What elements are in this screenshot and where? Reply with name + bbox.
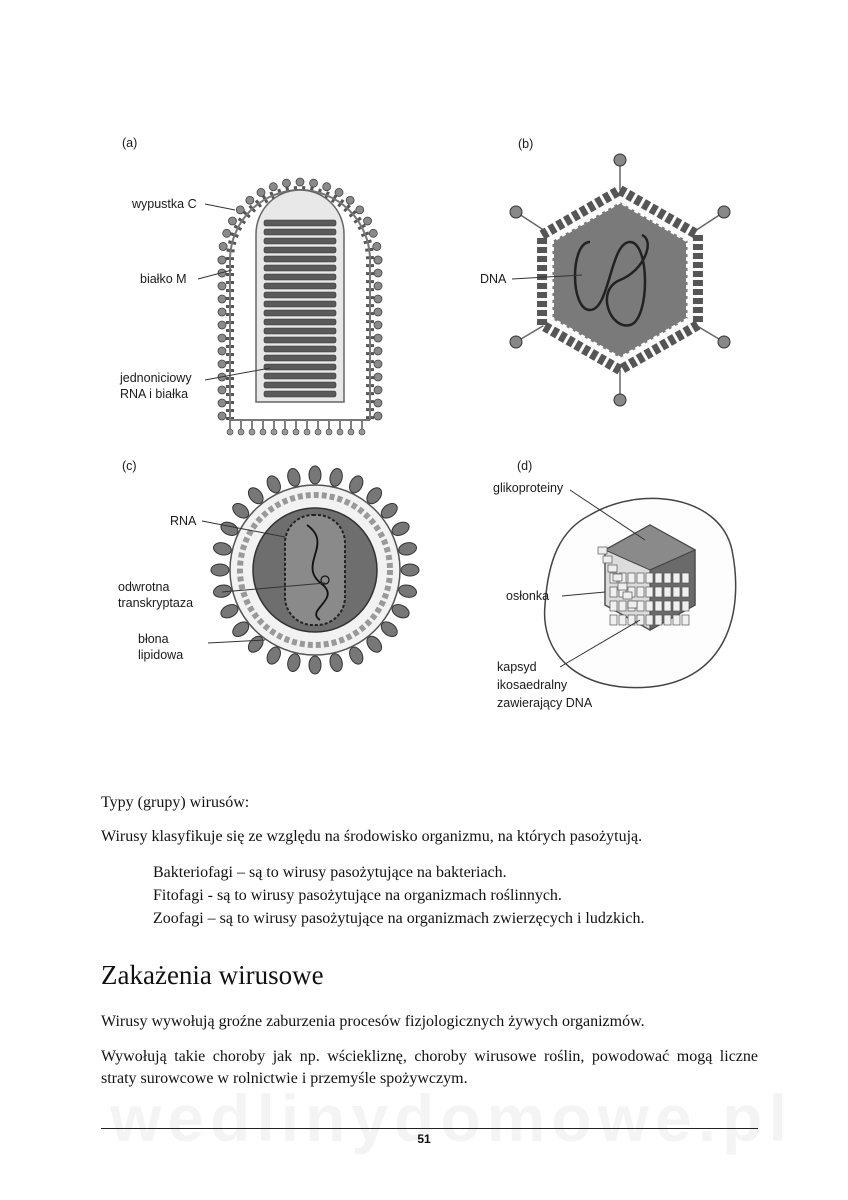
nucleocapsid-coil xyxy=(264,238,336,244)
icosahedral-virus-diagram xyxy=(470,130,750,420)
nucleocapsid-coil xyxy=(264,256,336,262)
fiber-knob xyxy=(718,336,730,348)
capsomer xyxy=(619,615,626,625)
glycoprotein-knob xyxy=(219,242,227,250)
glycoprotein-knob xyxy=(374,386,382,394)
capsomer xyxy=(613,574,622,581)
panel-a-tag: (a) xyxy=(122,136,138,150)
capsomer xyxy=(610,587,617,597)
glycoprotein-knob xyxy=(218,360,226,368)
envelope-glycoprotein xyxy=(212,541,232,557)
nucleocapsid-coil xyxy=(264,301,336,307)
nucleocapsid-coil xyxy=(264,310,336,316)
nucleocapsid-coil xyxy=(264,319,336,325)
envelope-glycoprotein xyxy=(286,467,302,487)
glycoprotein-knob xyxy=(218,321,226,329)
nucleocapsid-coil xyxy=(264,274,336,280)
figure-panel-a xyxy=(110,130,390,440)
base-knob xyxy=(304,429,310,435)
glycoprotein-knob xyxy=(374,347,382,355)
glycoprotein-knob xyxy=(373,242,381,250)
paragraph-2-line-2: straty surowcowe w rolnictwie i przemyśle spożywczym. xyxy=(101,1070,468,1087)
nucleocapsid-coil xyxy=(264,355,336,361)
glycoprotein-knob xyxy=(369,229,377,237)
glycoprotein-knob xyxy=(246,196,254,204)
capsomer xyxy=(628,601,637,608)
glycoprotein-knob xyxy=(218,256,226,264)
label-zawierajacy-dna: zawierający DNA xyxy=(497,696,593,710)
glycoprotein-knob xyxy=(218,308,226,316)
envelope-glycoprotein xyxy=(398,541,418,557)
capsomer xyxy=(646,587,653,597)
capsomer xyxy=(655,615,662,625)
capsomer xyxy=(664,601,671,611)
label-jednoniciowy: jednoniciowy xyxy=(120,371,192,385)
envelope-glycoprotein xyxy=(309,656,321,674)
envelope-glycoprotein xyxy=(401,564,419,576)
capsomer xyxy=(673,587,680,597)
nucleocapsid-coil xyxy=(264,265,336,271)
capsomer xyxy=(664,587,671,597)
capsomer xyxy=(664,615,671,625)
glycoprotein-knob xyxy=(218,334,226,342)
glycoprotein-knob xyxy=(296,178,304,186)
types-heading: Typy (grupy) wirusów: xyxy=(101,794,250,811)
capsomer xyxy=(619,601,626,611)
panel-b-tag: (b) xyxy=(518,137,534,151)
glycoprotein-knob xyxy=(218,282,226,290)
fiber-knob xyxy=(614,154,626,166)
label-rna-i-bialka: RNA i białka xyxy=(120,387,189,401)
base-knob xyxy=(337,429,343,435)
capsomer xyxy=(603,556,612,563)
glycoprotein-knob xyxy=(257,188,265,196)
glycoprotein-knob xyxy=(374,360,382,368)
glycoprotein-knob xyxy=(335,188,343,196)
glycoprotein-knob xyxy=(223,229,231,237)
envelope-glycoprotein xyxy=(211,564,229,576)
glycoprotein-knob xyxy=(374,308,382,316)
glycoprotein-knob xyxy=(374,321,382,329)
list-item: Zoofagi – są to wirusy pasożytujące na organizmach zwierzęcych i ludzkich. xyxy=(153,910,645,927)
capsomer xyxy=(673,573,680,583)
nucleocapsid-coil xyxy=(264,220,336,226)
envelope-glycoprotein xyxy=(309,466,321,484)
fiber-knob xyxy=(510,206,522,218)
paragraph-2-line-1: Wywołują takie choroby jak np. wściekliznę, choroby wirusowe roślin, powodować mogą liczne xyxy=(101,1048,758,1065)
capsomer xyxy=(610,601,617,611)
nucleocapsid-coil xyxy=(264,328,336,334)
label-lipidowa: lipidowa xyxy=(138,648,184,662)
capsomer xyxy=(664,573,671,583)
capsomer xyxy=(682,573,689,583)
glycoprotein-knob xyxy=(228,217,236,225)
list-item: Fitofagi - są to wirusy pasożytujące na organizmach roślinnych. xyxy=(153,887,562,904)
glycoprotein-knob xyxy=(374,334,382,342)
nucleocapsid-coil xyxy=(264,229,336,235)
glycoprotein-knob xyxy=(356,206,364,214)
label-oslonka: osłonka xyxy=(506,589,550,603)
nucleocapsid-coil xyxy=(264,382,336,388)
nucleocapsid-coil xyxy=(264,283,336,289)
capsomer xyxy=(673,615,680,625)
capsomer xyxy=(618,583,627,590)
capsomer xyxy=(610,615,617,625)
fiber-knob xyxy=(510,336,522,348)
leader-line xyxy=(205,204,235,210)
capsomer xyxy=(637,573,644,583)
section-title: Zakażenia wirusowe xyxy=(101,960,324,990)
glycoprotein-knob xyxy=(374,295,382,303)
label-odwrotna: odwrotna xyxy=(118,580,170,594)
glycoprotein-knob xyxy=(218,412,226,420)
glycoprotein-knob xyxy=(346,196,354,204)
glycoprotein-knob xyxy=(218,295,226,303)
label-bialko-m: białko M xyxy=(140,272,187,286)
capsid-core xyxy=(285,515,345,625)
envelope-glycoprotein xyxy=(286,653,302,673)
capsomer xyxy=(628,573,635,583)
envelope-glycoprotein xyxy=(328,467,344,487)
fiber-knob xyxy=(614,394,626,406)
capsomer xyxy=(655,601,662,611)
panel-c-tag: (c) xyxy=(122,459,137,473)
nucleocapsid-coil xyxy=(264,337,336,343)
capsomer xyxy=(673,601,680,611)
figure-panel-c xyxy=(110,455,430,685)
capsomer xyxy=(646,615,653,625)
capsomer xyxy=(655,587,662,597)
base-knob xyxy=(249,429,255,435)
glycoprotein-knob xyxy=(374,269,382,277)
capsomer xyxy=(608,565,617,572)
base-knob xyxy=(238,429,244,435)
envelope-glycoprotein xyxy=(398,583,418,599)
glycoprotein-knob xyxy=(218,386,226,394)
figure-panel-d xyxy=(470,455,750,725)
classification-text: Wirusy klasyfikuje się ze względu na środowisko organizmu, na których pasożytują. xyxy=(101,828,643,845)
capsomer xyxy=(682,601,689,611)
nucleocapsid-coil xyxy=(264,364,336,370)
capsomer xyxy=(682,615,689,625)
glycoprotein-knob xyxy=(218,347,226,355)
glycoprotein-knob xyxy=(323,183,331,191)
page-number: 51 xyxy=(417,1132,431,1146)
capsomer xyxy=(623,592,632,599)
base-knob xyxy=(227,429,233,435)
capsomer xyxy=(598,547,607,554)
capsomer xyxy=(646,573,653,583)
label-dna: DNA xyxy=(480,272,507,286)
capsomer xyxy=(637,615,644,625)
glycoprotein-knob xyxy=(374,373,382,381)
glycoprotein-knob xyxy=(310,179,318,187)
label-transkryptaza: transkryptaza xyxy=(118,596,194,610)
label-glikoproteiny: glikoproteiny xyxy=(493,481,564,495)
nucleocapsid-coil xyxy=(264,346,336,352)
glycoprotein-knob xyxy=(374,256,382,264)
base-knob xyxy=(315,429,321,435)
label-rna: RNA xyxy=(170,514,197,528)
glycoprotein-knob xyxy=(218,399,226,407)
list-item: Bakteriofagi – są to wirusy pasożytujące na bakteriach. xyxy=(153,864,507,881)
glycoprotein-knob xyxy=(374,399,382,407)
label-ikosaedralny: ikosaedralny xyxy=(497,678,568,692)
base-knob xyxy=(282,429,288,435)
nucleocapsid-coil xyxy=(264,391,336,397)
capsomer xyxy=(637,601,644,611)
envelope-glycoprotein xyxy=(328,653,344,673)
nucleocapsid-coil xyxy=(264,373,336,379)
panel-d-tag: (d) xyxy=(517,459,533,473)
capsomer xyxy=(682,587,689,597)
glycoprotein-knob xyxy=(374,282,382,290)
fiber-knob xyxy=(718,206,730,218)
base-knob xyxy=(260,429,266,435)
base-knob xyxy=(359,429,365,435)
label-kapsyd: kapsyd xyxy=(497,660,537,674)
capsomer xyxy=(655,573,662,583)
glycoprotein-knob xyxy=(269,183,277,191)
figure-panel-b xyxy=(470,130,750,420)
paragraph-1: Wirusy wywołują groźne zaburzenia procesów fizjologicznych żywych organizmów. xyxy=(101,1013,645,1030)
glycoprotein-knob xyxy=(374,412,382,420)
base-knob xyxy=(348,429,354,435)
glycoprotein-knob xyxy=(282,179,290,187)
glycoprotein-knob xyxy=(364,217,372,225)
capsomer xyxy=(637,587,644,597)
capsomer xyxy=(646,601,653,611)
label-wypustka-c: wypustka C xyxy=(132,197,197,211)
base-knob xyxy=(326,429,332,435)
base-knob xyxy=(293,429,299,435)
nucleocapsid-coil xyxy=(264,247,336,253)
base-knob xyxy=(271,429,277,435)
footer-divider xyxy=(101,1128,758,1129)
glycoprotein-knob xyxy=(236,206,244,214)
label-blona: błona xyxy=(138,632,169,646)
nucleocapsid-coil xyxy=(264,292,336,298)
